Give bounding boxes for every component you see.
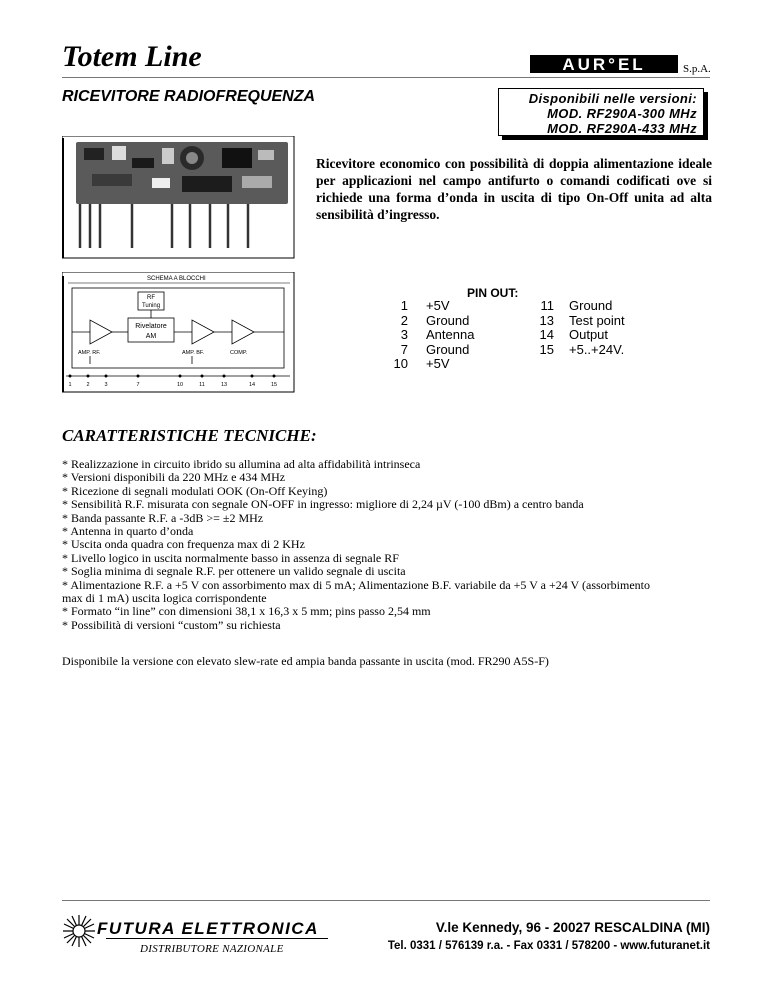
pin-label: 10 <box>176 382 184 388</box>
spec-item: * Ricezione di segnali modulati OOK (On-Off Keying) <box>62 483 328 498</box>
spec-item: * Alimentazione R.F. a +5 V con assorbimento max di 5 mA; Alimentazione B.F. variabile da +5 V a +24 V (assorbimento <box>62 577 650 592</box>
spec-item: * Versioni disponibili da 220 MHz e 434 MHz <box>62 470 286 485</box>
pin-name: +5V <box>426 356 450 371</box>
specs-list <box>62 458 722 632</box>
pin-label: 15 <box>270 382 278 388</box>
versions-box <box>498 88 704 136</box>
specs-heading: CARATTERISTICHE TECNICHE: <box>62 426 317 445</box>
detector-label: Rivelatore <box>135 323 167 330</box>
pin-label: 3 <box>104 382 108 388</box>
distributor-name: FUTURA ELETTRONICA <box>97 919 319 938</box>
spec-item: * Soglia minima di segnale R.F. per ottenere un valido segnale di uscita <box>62 564 406 579</box>
block-diagram <box>62 272 296 394</box>
pin-label: 13 <box>220 382 228 388</box>
pin-dot <box>201 375 204 378</box>
spec-item: * Antenna in quarto d’onda <box>62 524 194 539</box>
spec-item: * Banda passante R.F. a -3dB >= ±2 MHz <box>62 510 264 525</box>
pinout-left-numbers <box>388 299 408 372</box>
version-item: MOD. RF290A-300 MHz <box>547 106 697 121</box>
rf-tuning-label: RF <box>147 295 155 301</box>
spec-item: * Livello logico in uscita normalmente basso in assenza di segnale RF <box>62 550 399 565</box>
pin-name: Antenna <box>426 327 475 342</box>
distributor-subtitle: DISTRIBUTORE NAZIONALE <box>140 943 284 955</box>
detector-label: AM <box>145 333 157 340</box>
pin-number: 2 <box>400 312 408 328</box>
pin-dot <box>273 375 276 378</box>
spec-item: * Possibilità di versioni “custom” su richiesta <box>62 617 281 632</box>
pinout-right-names <box>569 299 625 357</box>
logo-text: AUR°EL <box>562 55 646 74</box>
pin-dot <box>223 375 226 378</box>
pin-label: 14 <box>248 382 256 388</box>
rf-tuning-label: Tuning <box>141 303 161 309</box>
company-suffix: S.p.A. <box>683 63 711 75</box>
pin-name: Ground <box>426 312 470 328</box>
pin-label: 7 <box>136 382 140 388</box>
amp-rf-label: AMP. RF. <box>78 350 101 356</box>
pin-number: 15 <box>539 341 554 357</box>
pin-name: Ground <box>426 341 470 357</box>
pin-number: 13 <box>539 312 554 328</box>
spec-item: * Formato “in line” con dimensioni 38,1 x 16,3 x 5 mm; pins passo 2,54 mm <box>62 604 431 619</box>
pin-number: 3 <box>400 327 408 342</box>
pin-name: Ground <box>569 298 613 313</box>
pin-dot <box>179 375 182 378</box>
footer-divider <box>62 900 710 901</box>
pinout-heading: PIN OUT: <box>467 286 519 300</box>
product-subtitle: RICEVITORE RADIOFREQUENZA <box>62 88 316 105</box>
footer-contacts: Tel. 0331 / 576139 r.a. - Fax 0331 / 578200 - www.futuranet.it <box>387 940 710 952</box>
footer-address: V.le Kennedy, 96 - 20027 RESCALDINA (MI) <box>435 920 710 935</box>
pin-dot <box>69 375 72 378</box>
versions-heading: Disponibili nelle versioni: <box>528 91 697 106</box>
pin-number: 10 <box>393 356 408 371</box>
pin-name: +5..+24V. <box>569 341 625 357</box>
distributor-underline <box>106 938 328 939</box>
header-divider <box>62 77 710 78</box>
spec-item: * Realizzazione in circuito ibrido su allumina ad alta affidabilità intrinseca <box>62 457 421 471</box>
pinout-left-names <box>426 299 474 372</box>
pin-number: 1 <box>400 298 408 313</box>
version-note: Disponibile la versione con elevato slew-rate ed ampia banda passante in uscita (mod. FR290 A5S-F) <box>62 654 549 668</box>
diagram-title: SCHEMA A BLOCCHI <box>147 276 206 282</box>
pin-number: 11 <box>540 298 554 313</box>
pin-name: Output <box>569 327 609 342</box>
pin-label: 2 <box>86 382 90 388</box>
pinout-right-numbers <box>534 299 554 357</box>
pin-dot <box>251 375 254 378</box>
pin-name: +5V <box>426 298 450 313</box>
comp-label: COMP. <box>230 350 248 356</box>
product-photo <box>62 136 296 260</box>
product-description: Ricevitore economico con possibilità di doppia alimentazione ideale per applicazioni nel campo antifurto o comandi codificati ove si richiede una forma d’onda in uscita di tipo On-Off unita ad alta sensibilità d’ingresso. <box>316 156 712 222</box>
pin-label: 11 <box>199 382 205 388</box>
starburst-icon <box>62 914 96 948</box>
pin-number: 14 <box>539 327 554 342</box>
amp-bf-label: AMP. BF. <box>182 350 205 356</box>
spec-item: max di 1 mA) uscita logica corrispondente <box>62 591 267 606</box>
version-item: MOD. RF290A-433 MHz <box>547 121 697 136</box>
pin-dot <box>87 375 90 378</box>
pin-dot <box>105 375 108 378</box>
spec-item: * Sensibilità R.F. misurata con segnale ON-OFF in ingresso: migliore di 2,24 µV (-100 dBm) a centro banda <box>62 497 584 512</box>
pin-label: 1 <box>68 382 72 388</box>
pin-name: Test point <box>569 312 625 328</box>
pin-dot <box>137 375 140 378</box>
product-line-title: Totem Line <box>62 40 202 73</box>
spec-item: * Uscita onda quadra con frequenza max di 2 KHz <box>62 537 305 552</box>
pin-number: 7 <box>400 341 408 357</box>
aurel-logo <box>530 52 680 76</box>
